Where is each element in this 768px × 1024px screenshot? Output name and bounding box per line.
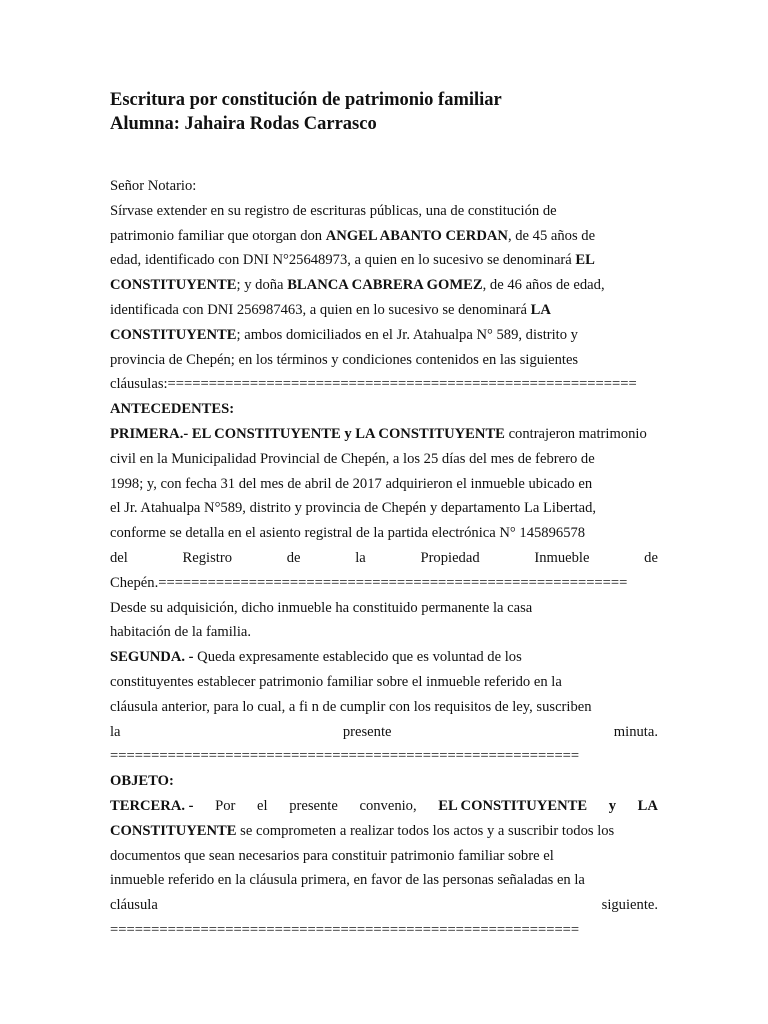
word: minuta. bbox=[613, 723, 658, 740]
intro-line bbox=[110, 273, 658, 298]
primera-line bbox=[110, 422, 658, 447]
tercera-justified-line bbox=[110, 893, 658, 918]
antecedentes-section bbox=[110, 397, 658, 645]
primera-justified-line bbox=[110, 546, 658, 571]
word: de bbox=[286, 549, 301, 566]
tercera-line: inmueble referido en la cláusula primera, en favor de las personas señaladas en la bbox=[110, 872, 585, 889]
segunda-line: constituyentes establecer patrimonio familiar sobre el inmueble referido en la bbox=[110, 673, 562, 690]
intro-line: cláusulas:========================================================= bbox=[110, 376, 637, 393]
text: ; y doña bbox=[236, 277, 288, 294]
segunda-line: cláusula anterior, para lo cual, a fi n de cumplir con los requisitos de ley, suscriben bbox=[110, 698, 592, 715]
clause-label-segunda: SEGUNDA. - bbox=[110, 649, 194, 666]
text: Queda expresamente establecido que es voluntad de los bbox=[193, 649, 522, 666]
text: se comprometen a realizar todos los actos y a suscribir todos los bbox=[236, 822, 615, 839]
primera-line: 1998; y, con fecha 31 del mes de abril de 2017 adquirieron el inmueble ubicado en bbox=[110, 475, 593, 492]
tercera-line bbox=[110, 819, 658, 844]
primera-line: civil en la Municipalidad Provincial de Chepén, a los 25 días del mes de febrero de bbox=[110, 450, 595, 467]
word: presente bbox=[289, 797, 338, 814]
word: de bbox=[644, 549, 658, 566]
bold-text: CONSTITUYENTE bbox=[110, 326, 237, 343]
text: , de 45 años de bbox=[507, 227, 596, 244]
tercera-line: ========================================================= bbox=[110, 921, 580, 938]
greeting: Señor Notario: bbox=[110, 178, 197, 194]
primera-line: Desde su adquisición, dicho inmueble ha constituido permanente la casa bbox=[110, 599, 533, 616]
primera-line: el Jr. Atahualpa N°589, distrito y provincia de Chepén y departamento La Libertad, bbox=[110, 500, 597, 517]
word: convenio, bbox=[359, 797, 417, 814]
word: siguiente. bbox=[601, 897, 658, 914]
intro-line: Sírvase extender en su registro de escrituras públicas, una de constitución de bbox=[110, 202, 557, 219]
document-title: Escritura por constitución de patrimonio familiar bbox=[110, 90, 502, 110]
word: presente bbox=[342, 723, 392, 740]
word: Por bbox=[215, 797, 236, 814]
text: identificada con DNI 256987463, a quien en lo sucesivo se denominará bbox=[110, 301, 531, 318]
intro-line: provincia de Chepén; en los términos y condiciones contenidos en las siguientes bbox=[110, 351, 579, 368]
section-heading-objeto: OBJETO: bbox=[110, 773, 174, 790]
text: edad, identificado con DNI N°25648973, a quien en lo sucesivo se denominará bbox=[110, 252, 576, 269]
bold-text: EL bbox=[575, 252, 595, 269]
intro-paragraph bbox=[110, 199, 658, 397]
segunda-line bbox=[110, 645, 658, 670]
document-page bbox=[110, 88, 658, 943]
bold-word: LA bbox=[637, 797, 658, 814]
intro-line bbox=[110, 248, 658, 273]
text: patrimonio familiar que otorgan don bbox=[110, 227, 326, 244]
name-angel: ANGEL ABANTO CERDAN bbox=[325, 227, 508, 244]
section-heading-antecedentes: ANTECEDENTES: bbox=[110, 401, 235, 418]
word: la bbox=[110, 723, 121, 740]
word: del bbox=[110, 549, 128, 566]
segunda-justified-line bbox=[110, 720, 658, 745]
bold-word: y bbox=[608, 797, 616, 814]
bold-word: EL CONSTITUYENTE bbox=[438, 797, 588, 814]
primera-line: habitación de la familia. bbox=[110, 624, 252, 641]
text: ; ambos domiciliados en el Jr. Atahualpa N° 589, distrito y bbox=[236, 326, 578, 343]
intro-line bbox=[110, 224, 658, 249]
clause-label-primera: PRIMERA.- EL CONSTITUYENTE y LA CONSTITUYENTE bbox=[110, 425, 505, 442]
primera-line: conforme se detalla en el asiento registral de la partida electrónica N° 145896578 bbox=[110, 525, 586, 542]
primera-line: Chepén.========================================================= bbox=[110, 574, 628, 591]
word: Registro bbox=[182, 549, 233, 566]
word: cláusula bbox=[110, 897, 158, 914]
segunda-line: ========================================================= bbox=[110, 748, 580, 765]
objeto-section bbox=[110, 769, 658, 943]
name-blanca: BLANCA CABRERA GOMEZ bbox=[287, 277, 483, 294]
bold-text: CONSTITUYENTE bbox=[110, 822, 237, 839]
word: Inmueble bbox=[534, 549, 590, 566]
intro-line bbox=[110, 298, 658, 323]
text: , de 46 años de edad, bbox=[482, 277, 605, 294]
segunda-section bbox=[110, 645, 658, 769]
tercera-line: documentos que sean necesarios para constituir patrimonio familiar sobre el bbox=[110, 847, 554, 864]
bold-text: CONSTITUYENTE bbox=[110, 277, 237, 294]
word: Propiedad bbox=[420, 549, 480, 566]
student-name: Alumna: Jahaira Rodas Carrasco bbox=[110, 114, 377, 134]
text: contrajeron matrimonio bbox=[504, 425, 647, 442]
word: la bbox=[355, 549, 366, 566]
clause-label-tercera: TERCERA. - bbox=[110, 797, 194, 814]
word: el bbox=[257, 797, 268, 814]
tercera-justified-line bbox=[110, 794, 658, 819]
bold-text: LA bbox=[530, 301, 551, 318]
intro-line bbox=[110, 323, 658, 348]
